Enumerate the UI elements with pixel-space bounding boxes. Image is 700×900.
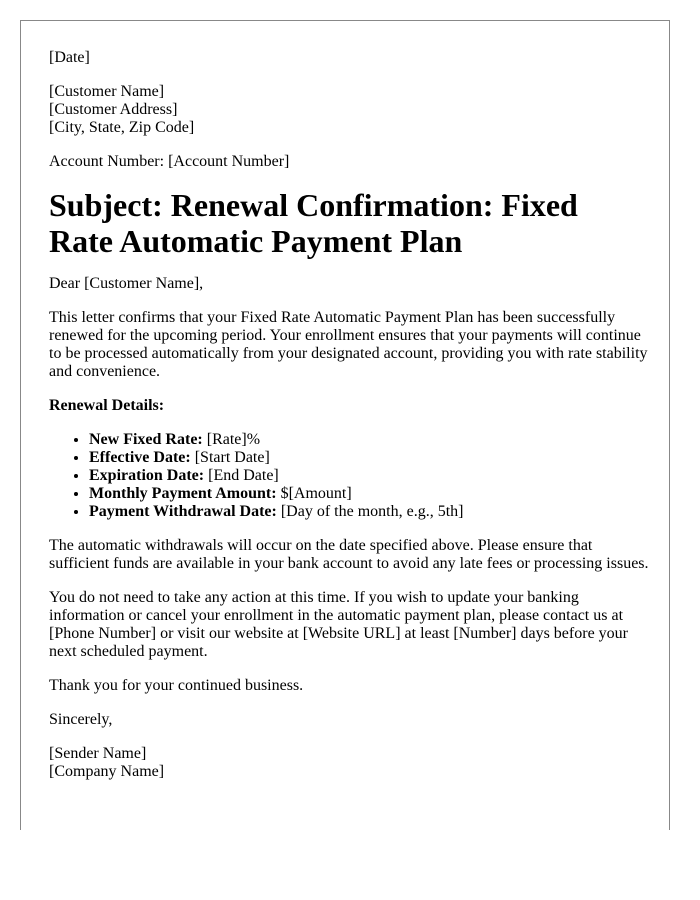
renewal-details-list: [49, 431, 649, 521]
detail-item-monthly-amount: [89, 485, 649, 503]
detail-value: [Day of the month, e.g., 5th]: [276, 503, 464, 520]
detail-value: [Start Date]: [190, 449, 270, 466]
detail-value: [End Date]: [204, 467, 279, 484]
sender-name: [Sender Name]: [49, 745, 147, 762]
renewal-details-heading: Renewal Details:: [49, 397, 165, 414]
detail-label: Expiration Date:: [89, 467, 205, 484]
detail-item-rate: [89, 431, 649, 449]
recipient-address: [Customer Address]: [49, 101, 178, 118]
action-notice-paragraph: You do not need to take any action at this time. If you wish to update your banking information or cancel your enrollment in the automatic payment plan, please contact us at [Phone Number] or visit our website at [Website URL] at least [Number] days before your next scheduled payment.: [49, 589, 628, 660]
detail-label: New Fixed Rate:: [89, 431, 203, 448]
detail-item-effective-date: [89, 449, 649, 467]
detail-item-withdrawal-date: [89, 503, 649, 521]
withdrawal-notice-paragraph: The automatic withdrawals will occur on the date specified above. Please ensure that sufficient funds are available in your bank account to avoid any late fees or processing issues.: [49, 537, 649, 572]
company-name: [Company Name]: [49, 763, 165, 780]
detail-item-expiration-date: [89, 467, 649, 485]
detail-label: Effective Date:: [89, 449, 191, 466]
recipient-name: [Customer Name]: [49, 83, 165, 100]
closing-line: Sincerely,: [49, 711, 113, 728]
recipient-address-block: [49, 83, 649, 137]
detail-value: $[Amount]: [276, 485, 352, 502]
salutation: Dear [Customer Name],: [49, 275, 204, 292]
letter-page: [20, 20, 670, 830]
recipient-city-state-zip: [City, State, Zip Code]: [49, 119, 195, 136]
detail-label: Payment Withdrawal Date:: [89, 503, 277, 520]
intro-paragraph: This letter confirms that your Fixed Rate Automatic Payment Plan has been successfully renewed for the upcoming period. Your enrollment ensures that your payments will continue to be processed automatically from your designated account, providing you with rate stability and convenience.: [49, 309, 648, 380]
detail-label: Monthly Payment Amount:: [89, 485, 277, 502]
letter-date: [Date]: [49, 49, 90, 66]
account-number-line: Account Number: [Account Number]: [49, 153, 290, 170]
subject-heading: Subject: Renewal Confirmation: Fixed Rate Automatic Payment Plan: [49, 187, 578, 259]
thank-you-line: Thank you for your continued business.: [49, 677, 304, 694]
detail-value: [Rate]%: [202, 431, 261, 448]
